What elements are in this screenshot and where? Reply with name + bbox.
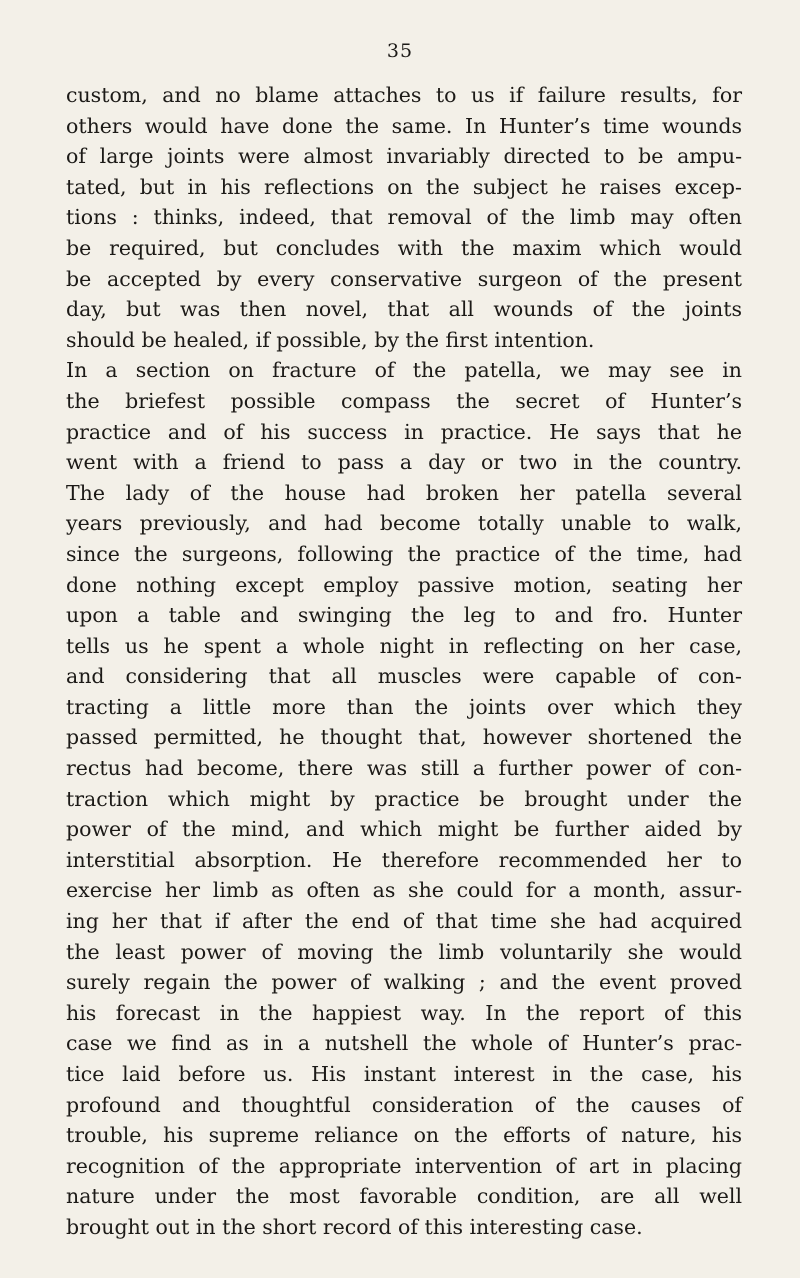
text-line: done nothing except employ passive motion, seating her <box>66 572 742 597</box>
text-line: The lady of the house had broken her patella several <box>66 480 742 505</box>
text-line: be required, but concludes with the maxim which would <box>66 235 742 260</box>
text-line: went with a friend to pass a day or two in the country. <box>66 450 742 475</box>
paragraph-start-line: In a section on fracture of the patella, we may see in <box>66 358 742 383</box>
text-line: practice and of his success in practice. He says that he <box>66 419 742 444</box>
paragraph-end-line: should be healed, if possible, by the first intention. <box>66 327 595 352</box>
text-line: nature under the most favorable condition, are all well <box>66 1184 742 1209</box>
text-line: be accepted by every conservative surgeon of the present <box>66 266 742 291</box>
text-line: others would have done the same. In Hunter’s time wounds <box>66 113 742 138</box>
text-line: the least power of moving the limb voluntarily she would <box>66 939 742 964</box>
text-line: since the surgeons, following the practice of the time, had <box>66 541 742 566</box>
text-line: traction which might by practice be brought under the <box>66 786 742 811</box>
text-line: tracting a little more than the joints over which they <box>66 694 742 719</box>
text-line: tice laid before us. His instant interest in the case, his <box>66 1062 742 1086</box>
text-line: surely regain the power of walking ; and the event proved <box>66 970 742 995</box>
body-text <box>66 80 742 1243</box>
text-line: power of the mind, and which might be further aided by <box>66 817 742 842</box>
text-line: and considering that all muscles were capable of con- <box>66 664 742 689</box>
text-line: passed permitted, he thought that, however shortened the <box>66 725 742 750</box>
text-line: profound and thoughtful consideration of the causes of <box>66 1092 742 1117</box>
page-number: 35 <box>386 40 414 62</box>
text-line: upon a table and swinging the leg to and fro. Hunter <box>66 603 742 628</box>
text-line: trouble, his supreme reliance on the efforts of nature, his <box>66 1123 742 1148</box>
text-line: tions : thinks, indeed, that removal of the limb may often <box>66 205 742 230</box>
text-line: recognition of the appropriate intervention of art in placing <box>66 1153 742 1178</box>
text-line: day, but was then novel, that all wounds of the joints <box>66 297 742 322</box>
text-line: exercise her limb as often as she could for a month, assur- <box>66 878 742 903</box>
text-line: the briefest possible compass the secret of Hunter’s <box>66 388 742 413</box>
text-line: years previously, and had become totally unable to walk, <box>66 511 742 536</box>
text-line: rectus had become, there was still a further power of con- <box>66 756 742 781</box>
text-line: case we find as in a nutshell the whole of Hunter’s prac- <box>66 1031 742 1056</box>
text-line: custom, and no blame attaches to us if failure results, for <box>66 83 742 107</box>
text-line: tells us he spent a whole night in reflecting on her case, <box>66 633 742 658</box>
text-line: interstitial absorption. He therefore recommended her to <box>66 847 742 872</box>
text-line: tated, but in his reflections on the subject he raises excep- <box>66 174 742 199</box>
text-line: of large joints were almost invariably directed to be ampu- <box>66 144 742 169</box>
text-line: his forecast in the happiest way. In the report of this <box>66 1000 742 1025</box>
paragraph-end-line: brought out in the short record of this interesting case. <box>66 1214 643 1239</box>
text-line: ing her that if after the end of that time she had acquired <box>66 909 742 934</box>
